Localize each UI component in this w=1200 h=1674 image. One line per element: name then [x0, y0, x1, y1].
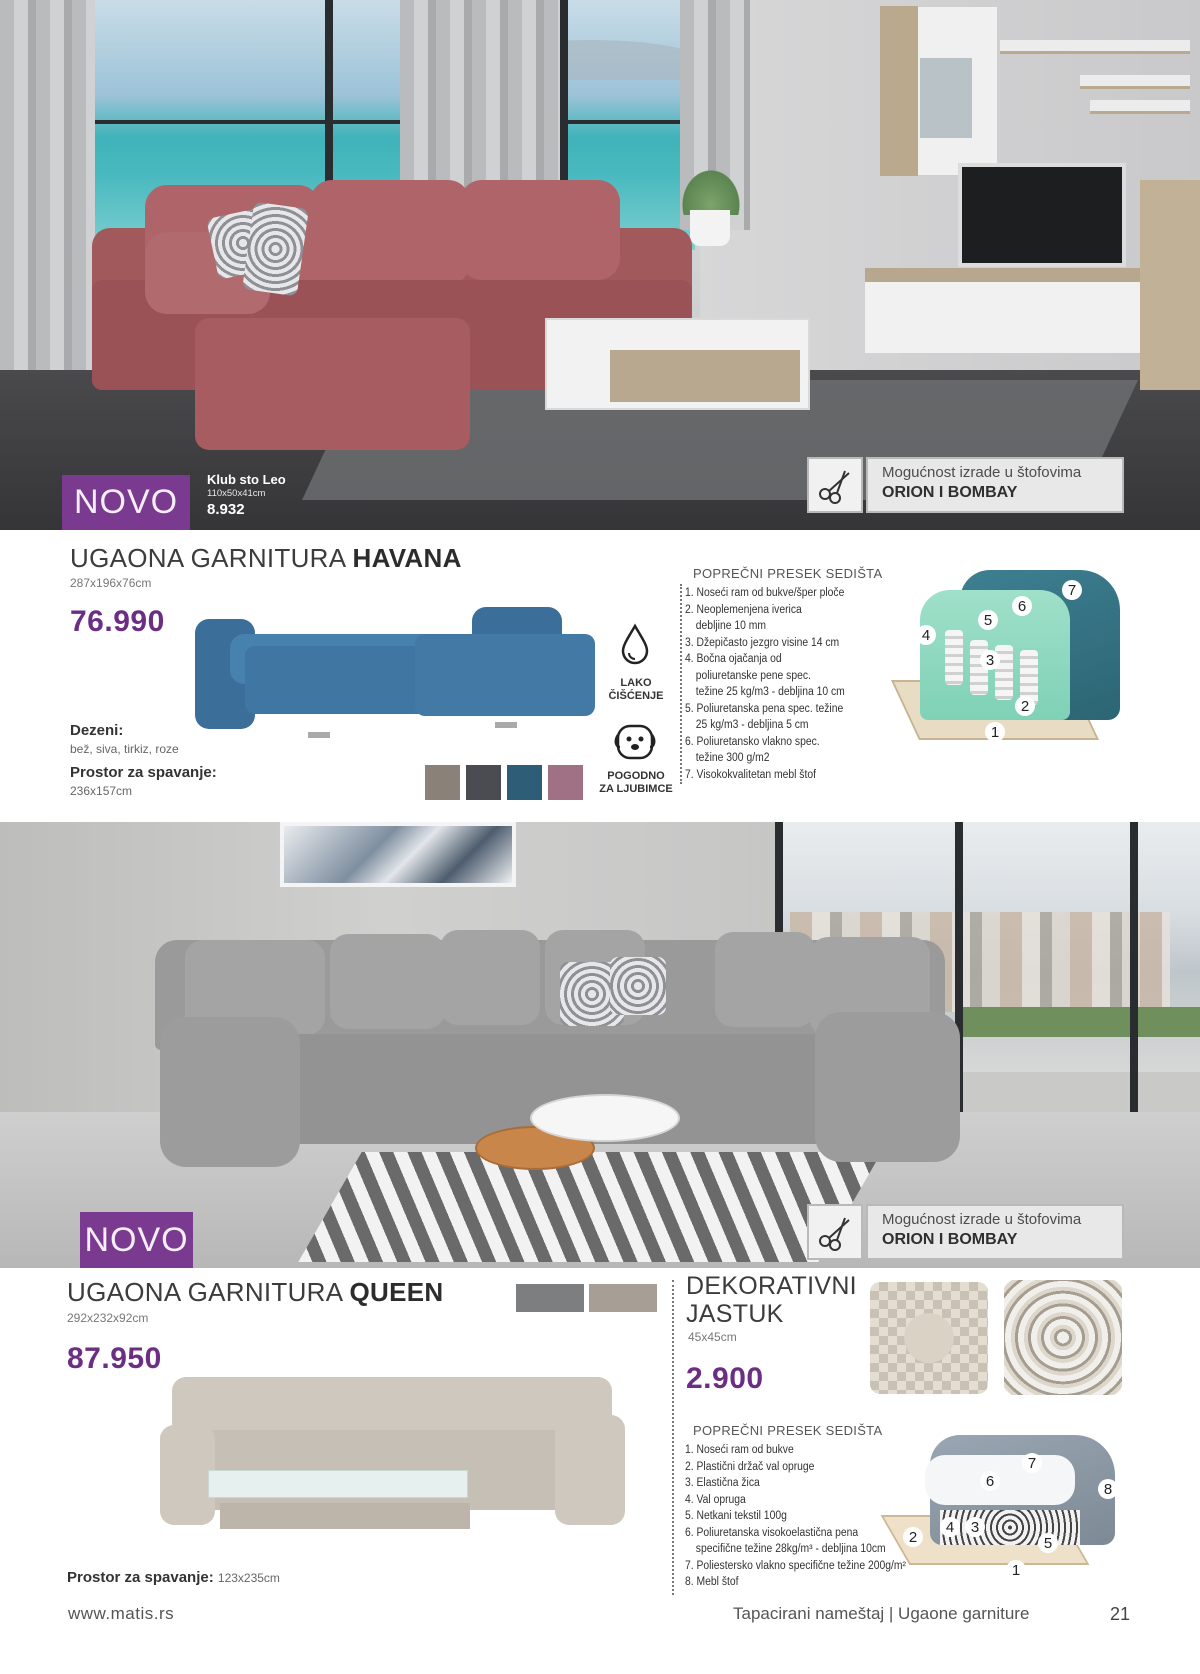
pillow-photo-pattern — [1004, 1280, 1122, 1395]
queen-title-name: QUEEN — [349, 1277, 444, 1307]
havana-cross-section-diagram — [900, 570, 1125, 770]
pet-friendly-l1: POGODNO — [607, 770, 665, 782]
pillow-photo-beige — [870, 1282, 988, 1394]
fabric-names: ORION I BOMBAY — [882, 484, 1018, 501]
presek-item: 1. Noseći ram od bukve/šper ploče — [685, 587, 845, 599]
presek-item: 2. Plastični držač val opruge — [685, 1460, 815, 1473]
patterns-label: Dezeni: — [70, 722, 124, 739]
havana-title-name: HAVANA — [352, 543, 462, 573]
havana-sofa-photo — [190, 604, 600, 744]
fabric-option-box — [866, 457, 1124, 513]
presek-item: 3. Džepičasto jezgro visine 14 cm — [685, 636, 840, 649]
diagram-number: 4 — [940, 1517, 960, 1537]
queen-swatch-beige[interactable] — [589, 1284, 657, 1312]
queen-sofa-photo — [160, 1375, 630, 1545]
presek-item: debljine 10 mm — [695, 620, 766, 632]
sofa-back-cushion — [330, 934, 445, 1029]
new-badge: NOVO — [62, 475, 190, 530]
presek-item: 5. Poliuretanska pena spec. težine — [685, 702, 844, 715]
havana-price: 76.990 — [70, 605, 165, 638]
queen-swatch-gray[interactable] — [516, 1284, 584, 1312]
sofa-arm — [815, 1012, 960, 1162]
dog-icon — [612, 722, 658, 762]
sofa-back-cushion — [715, 932, 815, 1027]
presek-item: specifične težine 28kg/m³ - debljina 10cm — [695, 1543, 886, 1555]
pillow-title-l1: DEKORATIVNI — [686, 1272, 857, 1300]
presek-item: 2. Neoplemenjena iverica — [685, 603, 802, 616]
diagram-number: 3 — [980, 650, 1000, 670]
diagram-number: 6 — [980, 1471, 1000, 1491]
wall-art — [280, 822, 516, 887]
footer-website[interactable]: www.matis.rs — [68, 1604, 175, 1623]
sofa-leg — [308, 732, 330, 738]
diagram-number: 6 — [1012, 596, 1032, 616]
queen-price: 87.950 — [67, 1342, 162, 1375]
cabinet-glass — [920, 58, 972, 138]
diagram-number: 5 — [1038, 1533, 1058, 1553]
patterns-value: bež, siva, tirkiz, roze — [70, 742, 179, 756]
sofa-chaise — [415, 634, 595, 716]
easy-clean-l1: LAKO — [620, 677, 652, 689]
hero-image-queen-room — [0, 822, 1200, 1268]
fabric-option-text: Mogućnost izrade u štofovima — [882, 464, 1082, 481]
queen-sleep-value: 123x235cm — [217, 1571, 280, 1585]
diagram-number: 8 — [1098, 1479, 1118, 1499]
presek-item: 1. Noseći ram od bukve — [685, 1444, 794, 1456]
presek-item: 6. Poliuretansko vlakno spec. — [685, 735, 820, 748]
diagram-number: 1 — [1006, 1560, 1026, 1580]
wall-shelf — [1000, 40, 1190, 54]
page-number: 21 — [1110, 1604, 1131, 1624]
pet-friendly-l2: ZA LJUBIMCE — [599, 783, 673, 795]
scissors-icon — [815, 465, 855, 505]
queen-title-prefix: UGAONA GARNITURA — [67, 1277, 342, 1307]
sofa-arm — [555, 1415, 625, 1525]
diagram-number: 7 — [1022, 1453, 1042, 1473]
fabric-names: ORION I BOMBAY — [882, 1231, 1018, 1248]
sofa-chaise — [195, 318, 470, 450]
pillow-title-l2: JASTUK — [686, 1300, 784, 1328]
rug — [298, 1152, 882, 1262]
diagram-number: 2 — [903, 1527, 923, 1547]
swatch-teal[interactable] — [507, 765, 542, 800]
presek-item: 7. Poliestersko vlakno specifične težine 200g/m² — [685, 1559, 906, 1572]
scissors-box — [807, 457, 863, 513]
table-price: 8.932 — [207, 501, 245, 518]
queen-dims: 292x232x92cm — [67, 1311, 149, 1325]
wall-cabinet-wood — [880, 6, 918, 176]
presek-item: 25 kg/m3 - debljina 5 cm — [695, 719, 809, 731]
sofa-back-cushion — [310, 180, 470, 285]
presek-item: težine 300 g/m2 — [695, 752, 770, 764]
swatch-beige[interactable] — [425, 765, 460, 800]
easy-clean-label — [600, 677, 672, 703]
foam-layer — [925, 1455, 1075, 1505]
water-drop-icon — [615, 622, 655, 666]
presek-item: težine 25 kg/m3 - debljina 10 cm — [695, 686, 845, 698]
presek-item: 3. Elastična žica — [685, 1477, 760, 1489]
queen-title — [67, 1277, 443, 1308]
easy-clean-l2: ČIŠĆENJE — [608, 690, 664, 702]
tv — [958, 163, 1126, 267]
wall-shelf — [1080, 75, 1190, 89]
scissors-icon — [815, 1212, 855, 1252]
window-frame — [1130, 822, 1138, 1122]
sofa-arm — [160, 1017, 300, 1167]
divider — [680, 584, 682, 784]
pet-friendly-label — [594, 770, 678, 796]
diagram-number: 2 — [1015, 696, 1035, 716]
sofa-back-cushion — [460, 180, 620, 280]
diagram-number: 7 — [1062, 580, 1082, 600]
pull-out-frame — [220, 1503, 470, 1529]
havana-dims: 287x196x76cm — [70, 576, 152, 590]
fabric-option-box — [866, 1204, 1124, 1260]
diagram-number: 3 — [965, 1517, 985, 1537]
swatch-pink[interactable] — [548, 765, 583, 800]
table-info — [207, 472, 286, 518]
presek-item: 5. Netkani tekstil 100g — [685, 1510, 787, 1522]
decor-pillow — [610, 957, 666, 1015]
presek-item: 6. Poliuretanska visokoelastična pena — [685, 1526, 859, 1539]
new-badge: NOVO — [80, 1212, 193, 1268]
hero-image-havana-room — [0, 0, 1200, 530]
fabric-option-text: Mogućnost izrade u štofovima — [882, 1211, 1082, 1228]
spring — [945, 630, 963, 685]
queen-sleep-label: Prostor za spavanje: — [67, 1569, 214, 1586]
presek-item: poliuretanske pene spec. — [695, 669, 811, 682]
havana-cross-section-list — [685, 585, 874, 783]
queen-cross-section-title: POPREČNI PRESEK SEDIŠTA — [693, 1423, 883, 1438]
diagram-number: 1 — [985, 722, 1005, 742]
wall-shelf — [1090, 100, 1190, 114]
sofa-arm — [160, 1425, 215, 1525]
curtain-left — [0, 0, 95, 395]
queen-cross-section-diagram — [880, 1435, 1130, 1585]
presek-item: 7. Visokokvalitetan mebl štof — [685, 768, 816, 781]
table-dims: 110x50x41cm — [207, 488, 266, 499]
pillow-price: 2.900 — [686, 1362, 764, 1395]
hedge — [960, 1007, 1200, 1037]
presek-item: 4. Bočna ojačanja od — [685, 653, 782, 665]
havana-title — [70, 543, 462, 574]
pillow-dims: 45x45cm — [688, 1330, 737, 1344]
coffee-table-shelf — [610, 350, 800, 402]
queen-sleep-area — [67, 1569, 280, 1586]
window-frame — [95, 120, 695, 124]
sleep-area-value: 236x157cm — [70, 784, 133, 798]
pillow-title — [686, 1272, 857, 1328]
swatch-gray[interactable] — [466, 765, 501, 800]
scissors-box — [807, 1204, 863, 1260]
havana-title-prefix: UGAONA GARNITURA — [70, 543, 345, 573]
plant-pot — [690, 210, 730, 246]
sleep-area-label: Prostor za spavanje: — [70, 764, 217, 781]
plant — [678, 165, 744, 215]
presek-item: 8. Mebl štof — [685, 1576, 739, 1588]
sofa-back-cushion — [440, 930, 540, 1025]
table-name: Klub sto Leo — [207, 472, 286, 487]
diagram-number: 4 — [916, 625, 936, 645]
diagram-number: 5 — [978, 610, 998, 630]
tall-cabinet — [1140, 180, 1200, 390]
footer-section: Tapacirani nameštaj | Ugaone garniture — [733, 1604, 1030, 1623]
coffee-table-white — [530, 1094, 680, 1142]
divider — [672, 1280, 674, 1595]
presek-item: 4. Val opruga — [685, 1493, 746, 1506]
wave-springs — [940, 1510, 1080, 1545]
sofa-leg — [495, 722, 517, 728]
havana-cross-section-title: POPREČNI PRESEK SEDIŠTA — [693, 566, 883, 581]
pull-out-bed — [208, 1470, 468, 1498]
